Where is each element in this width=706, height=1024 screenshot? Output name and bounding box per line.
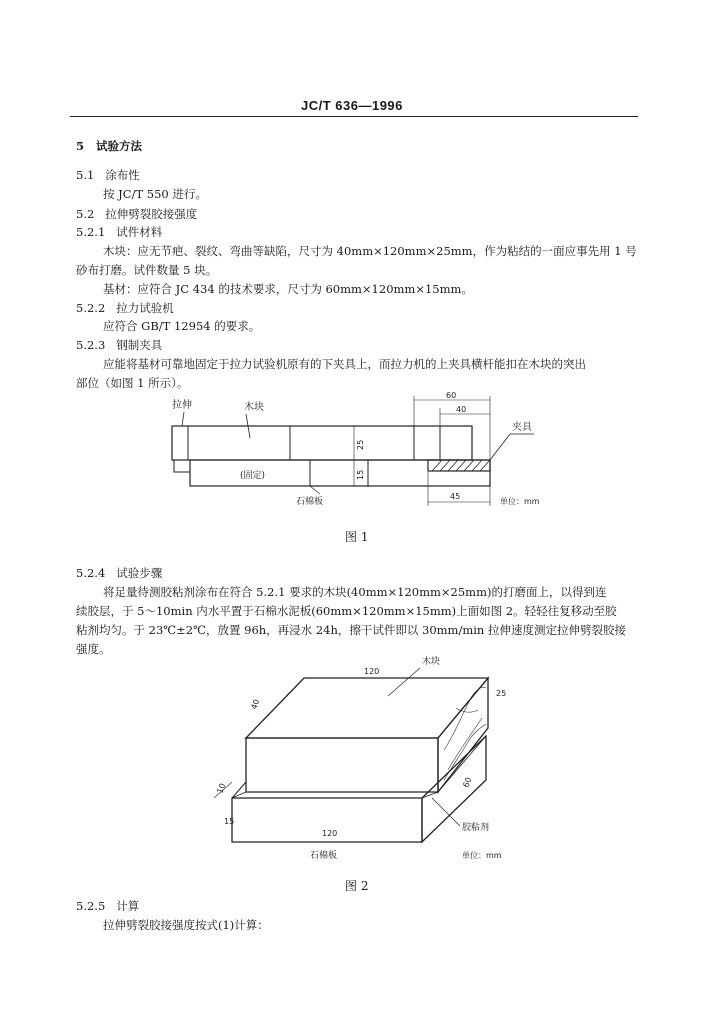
figure-2-diagram [200,652,540,866]
dim-25: 25 [496,689,507,698]
section-5-2-4-heading [76,565,162,581]
label-board: 石棉板 [310,851,338,861]
section-5-2-1-heading [76,224,162,240]
paragraph-line: 粘剂均匀。于 23℃±2℃，放置 96h，再浸水 24h，擦干试件即以 30mm/min 拉伸速度测定拉伸劈裂胶接 [76,623,626,637]
rod-stub [174,460,190,472]
section-title: 试验步骤 [116,566,163,580]
section-title: 拉伸劈裂胶接强度 [105,207,198,221]
dim-120-bottom: 120 [322,829,338,838]
section-5-heading [76,138,142,154]
paragraph-line: 将足量待测胶粘剂涂布在符合 5.2.1 要求的木块(40mm×120mm×25mm)的打磨面上，以得到连 [103,585,607,599]
dim-60: 60 [446,391,457,400]
section-5-1-heading [76,167,140,183]
dim-25: 25 [356,439,365,450]
dim-10: 10 [215,782,228,795]
figure-1-caption: 图 1 [345,530,369,544]
section-number: 5 [76,139,85,153]
label-glue: 胶粘剂 [462,823,490,833]
paragraph-line: 部位（如图 1 所示）。 [76,376,189,390]
section-title: 拉力试验机 [116,301,174,315]
dim-15: 15 [224,817,235,826]
section-number: 5.2.1 [76,225,106,239]
dim-60: 60 [461,776,474,789]
section-5-2-heading [76,206,197,222]
section-number: 5.1 [76,168,95,182]
figure-2-caption: 图 2 [345,879,369,893]
unit-label: 单位：mm [500,497,540,506]
label-fixed: (固定) [240,471,266,481]
section-title: 涂布性 [105,168,140,182]
paragraph-line: 强度。 [76,642,111,656]
paragraph: 应符合 GB/T 12954 的要求。 [103,319,261,333]
section-5-2-5-heading [76,898,139,914]
figure-1-diagram [160,388,580,516]
section-title: 试件材料 [116,225,163,239]
paragraph: 按 JC/T 550 进行。 [103,187,207,201]
section-number: 5.2.3 [76,338,106,352]
section-number: 5.2.5 [76,899,106,913]
dim-15: 15 [356,469,365,480]
wood-block-top [246,678,488,738]
label-wood: 木块 [244,402,264,413]
header-rule [70,116,638,117]
section-title: 钢制夹具 [116,338,163,352]
wood-block-front [246,738,438,792]
paragraph-line: 应能将基材可靠地固定于拉力试验机原有的下夹具上，而拉力机的上夹具横杆能扣在木块的突出 [103,357,586,371]
section-number: 5.2 [76,207,95,221]
paragraph-line: 续胶层，于 5～10min 内水平置于石棉水泥板(60mm×120mm×15mm)上面如图 2。轻轻往复移动至胶 [76,604,617,618]
dim-40: 40 [456,405,467,414]
paragraph-line: 基材：应符合 JC 434 的技术要求，尺寸为 60mm×120mm×15mm。 [103,282,473,296]
dim-40: 40 [249,698,262,711]
paragraph: 拉伸劈裂胶接强度按式(1)计算： [103,918,269,932]
section-5-2-2-heading [76,300,174,316]
paragraph-line: 砂布打磨。试件数量 5 块。 [76,263,218,277]
paragraph-line: 木块：应无节疤、裂纹、弯曲等缺陷，尺寸为 40mm×120mm×25mm，作为粘结的一面应事先用 1 号 [103,244,637,258]
section-title: 计算 [116,899,140,913]
asbestos-board [190,460,490,486]
dim-120-top: 120 [364,667,380,676]
wood-block [172,426,472,460]
section-number: 5.2.2 [76,301,106,315]
section-title: 试验方法 [96,139,143,153]
label-clamp: 夹具 [512,422,532,433]
label-board: 石棉板 [296,497,324,507]
label-rod: 拉伸 [172,400,192,411]
dim-45: 45 [450,492,461,501]
label-wood: 木块 [422,657,441,667]
page-header-code: JC/T 636—1996 [301,98,403,113]
unit-label: 单位：mm [462,851,502,860]
section-5-2-3-heading [76,337,162,353]
section-number: 5.2.4 [76,566,106,580]
